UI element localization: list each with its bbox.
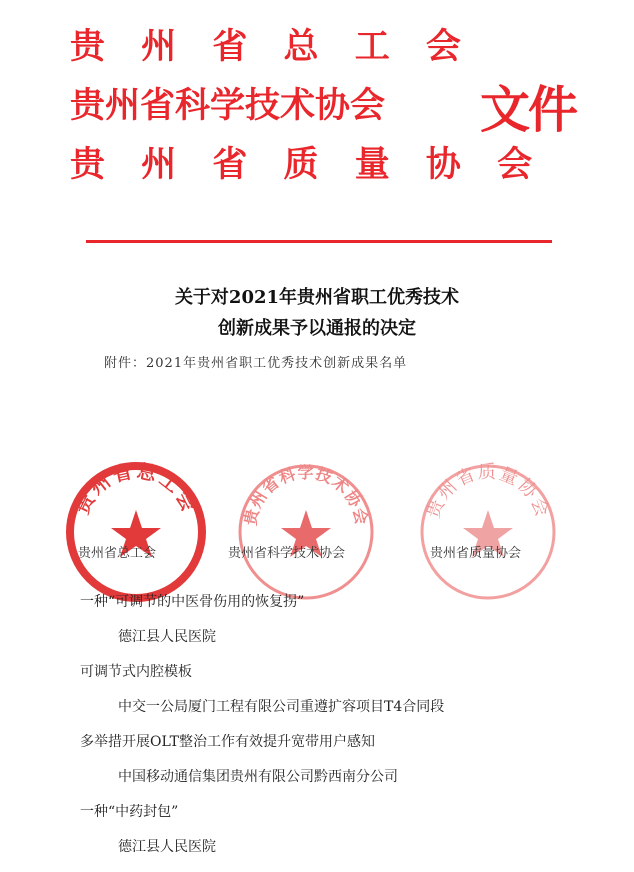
achievement-project: 多举措开展OLT整治工作有效提升宽带用户感知 — [80, 734, 375, 750]
seal-quality-association — [414, 458, 562, 606]
achievement-project: 一种“中药封包” — [80, 804, 179, 820]
issuing-organizations — [70, 18, 544, 195]
seal-2-text: 贵州省科学技术协会 — [240, 463, 372, 527]
achievement-organization: 中交一公局厦门工程有限公司重遵扩容项目T4合同段 — [118, 699, 445, 715]
seal-1-text: 贵州省总工会 — [71, 460, 201, 518]
header-divider — [86, 240, 552, 243]
seal-federation-of-trade-unions — [62, 458, 210, 606]
achievement-project: 一种“可调节的中医骨伤用的恢复拐” — [80, 594, 305, 610]
seal-label-2: 贵州省科学技术协会 — [228, 546, 346, 561]
document-title-line-1: 关于对2021年贵州省职工优秀技术 — [174, 287, 460, 308]
seal-label-3: 贵州省质量协会 — [430, 546, 522, 561]
achievements-list — [80, 592, 600, 872]
seal-science-technology-association — [232, 458, 380, 606]
issuer-science-technology-association: 贵州省科学技术协会 — [70, 86, 386, 126]
attachment-note: 附件：2021年贵州省职工优秀技术创新成果名单 — [104, 356, 408, 371]
seal-label-1: 贵州省总工会 — [78, 546, 157, 561]
issuer-federation-of-trade-unions: 贵 州 省 总 工 会 — [70, 27, 473, 67]
seal-3-text: 贵州省质量协会 — [422, 462, 554, 522]
document-title-line-2: 创新成果予以通报的决定 — [218, 318, 416, 339]
achievement-project: 可调节式内腔模板 — [80, 664, 192, 680]
achievement-organization: 德江县人民医院 — [118, 629, 216, 645]
issuer-quality-association: 贵 州 省 质 量 协 会 — [70, 145, 545, 185]
document-mark: 文件 — [480, 81, 576, 139]
achievement-organization: 中国移动通信集团贵州有限公司黔西南分公司 — [118, 769, 398, 785]
achievement-organization: 德江县人民医院 — [118, 839, 216, 855]
